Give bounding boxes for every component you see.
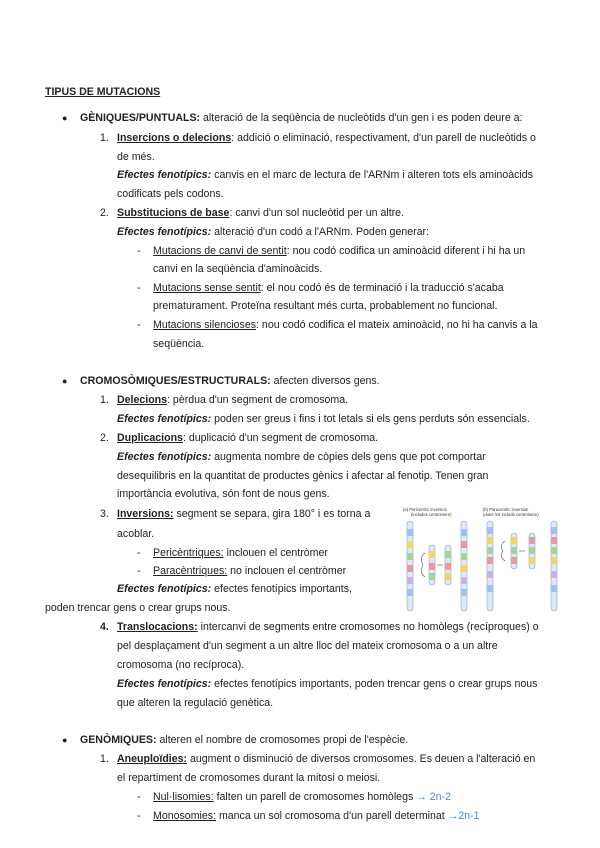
- arrow-icon: →: [447, 810, 459, 822]
- item-number: 2.: [100, 207, 109, 219]
- subitem-term: Monosomies:: [153, 810, 216, 822]
- subitem-text: falten un parell de cromosomes homòlegs: [213, 791, 417, 803]
- item-translocacions: [117, 620, 539, 634]
- item-term: Aneuploïdies:: [117, 753, 188, 765]
- item-delecions: [117, 393, 348, 407]
- item-text: : canvi d'un sol nucleòtid per un altre.: [229, 207, 405, 219]
- effects-label: Efectes fenotípics:: [117, 583, 212, 595]
- section-heading: GENÒMIQUES:: [80, 734, 157, 746]
- chromosome-left-original: [407, 521, 413, 611]
- subitem-paracentriques: [153, 564, 346, 578]
- subitem-silencioses: [153, 318, 538, 332]
- item-aneuploidies: [117, 752, 535, 766]
- effects-text: alteració d'un codó a l'ARNm. Poden generar:: [211, 226, 430, 238]
- figure-left-subtitle: (includes centromere): [411, 512, 452, 517]
- item-text: augment o disminució de diversos cromosomes. Es deuen a l'alteració en: [187, 753, 536, 765]
- dash-icon: -: [137, 791, 141, 803]
- section-intro: alteració de la seqüència de nucleòtids d'un gen i es poden deure a:: [200, 112, 523, 124]
- item-number: 1.: [100, 132, 109, 144]
- subitem-text-cont: prematurament. Proteïna resultant més curta, probablement no funcional.: [153, 300, 498, 312]
- subitem-term: Mutacions sense sentit: [153, 282, 261, 294]
- item-text-cont: de més.: [117, 151, 155, 163]
- dash-icon: -: [137, 565, 141, 577]
- effects-text: canvis en el marc de lectura de l'ARNm i alteren tots els aminoàcids: [211, 169, 533, 181]
- item-number: 1.: [100, 753, 109, 765]
- effects-text-cont: codificats pels codons.: [117, 188, 224, 200]
- chromosome-left-inverted: [421, 545, 451, 585]
- bullet-icon: ●: [62, 376, 68, 386]
- chromosome-left-result: [461, 521, 467, 611]
- section-heading: CROMOSÒMIQUES/ESTRUCTURALS:: [80, 375, 271, 387]
- subitem-sense-sentit: [153, 281, 504, 295]
- subitem-text: manca un sol cromosoma d'un parell determinat: [216, 810, 448, 822]
- item-text: : duplicació d'un segment de cromosoma.: [182, 432, 379, 444]
- figure-right-title: (b) Paracentric inversion: [483, 507, 529, 512]
- section-intro: afecten diversos gens.: [270, 375, 380, 387]
- inversion-diagram: [401, 505, 565, 613]
- item-text: : pèrdua d'un segment de cromosoma.: [167, 394, 349, 406]
- effects-line: [117, 677, 537, 691]
- subitem-monosomies: [153, 809, 479, 823]
- effects-label: Efectes fenotípics:: [117, 413, 212, 425]
- item-term: Substitucions de base: [117, 207, 230, 219]
- item-text-cont: acoblar.: [117, 528, 155, 540]
- subitem-text: no inclouen el centròmer: [227, 565, 347, 577]
- effects-line: [117, 168, 533, 182]
- subitem-term: Mutacions silencioses: [153, 319, 257, 331]
- item-text-cont: cromosoma (no recíproca).: [117, 659, 245, 671]
- effects-line: [117, 450, 486, 464]
- effects-text-cont: desequilibris en la quantitat de productes gènics i afectar al fenotip. Tenen gran: [117, 470, 489, 482]
- subitem-term: Paracèntriques:: [153, 565, 228, 577]
- dash-icon: -: [137, 547, 141, 559]
- dash-icon: -: [137, 319, 141, 331]
- item-number: [100, 620, 109, 634]
- subitem-text-cont: canvi en la seqüència d'aminoàcids.: [153, 263, 323, 275]
- item-number: 1.: [100, 394, 109, 406]
- effects-line: [117, 582, 352, 596]
- item-duplicacions: [117, 431, 378, 445]
- subitem-term: Mutacions de canvi de sentit: [153, 245, 287, 257]
- item-term: Duplicacions: [117, 432, 183, 444]
- section-geniques: [80, 111, 523, 125]
- item-number-text: 4.: [100, 621, 109, 633]
- item-insercions: [117, 131, 536, 145]
- item-term: Inversions:: [117, 508, 174, 520]
- item-term: Translocacions:: [117, 621, 198, 633]
- chromosome-right-result: [551, 521, 557, 611]
- subitem-text: : el nou codó és de terminació i la traducció s'acaba: [260, 282, 504, 294]
- section-genomiques: [80, 733, 408, 747]
- chromosome-right-original: [487, 521, 493, 611]
- subitem-pericentriques: [153, 546, 328, 560]
- dash-icon: -: [137, 810, 141, 822]
- effects-line: [117, 412, 530, 426]
- item-text: intercanvi de segments entre cromosomes no homòlegs (recíproques) o: [197, 621, 539, 633]
- effects-label: Efectes fenotípics:: [117, 678, 212, 690]
- figure-right-subtitle: (does not include centromere): [483, 512, 539, 517]
- effects-text: efectes fenotípics importants, poden trencar gens o crear grups nous: [211, 678, 538, 690]
- section-intro: alteren el nombre de cromosomes propi de l'espècie.: [156, 734, 409, 746]
- effects-text: efectes fenotípics importants,: [211, 583, 352, 595]
- item-text: segment se separa, gira 180° i es torna a: [173, 508, 371, 520]
- effects-text-cont: importància evolutiva, són font de nous gens.: [117, 488, 330, 500]
- section-heading: GÈNIQUES/PUNTUALS:: [80, 112, 201, 124]
- figure-left-title: (a) Pericentric inversion: [403, 507, 447, 512]
- subitem-text: : nou codó codifica un aminoàcid diferent i hi ha un: [286, 245, 526, 257]
- formula: 2n-1: [458, 810, 480, 822]
- item-number: 2.: [100, 432, 109, 444]
- item-number: 3.: [100, 508, 109, 520]
- item-term: Insercions o delecions: [117, 132, 232, 144]
- effects-label: Efectes fenotípics:: [117, 451, 212, 463]
- effects-text: augmenta nombre de còpies dels gens que pot comportar: [211, 451, 486, 463]
- dash-icon: -: [137, 282, 141, 294]
- chromosome-right-inverted: [501, 533, 535, 569]
- section-cromosomiques: [80, 374, 380, 388]
- page-title: TIPUS DE MUTACIONS: [45, 86, 161, 98]
- item-substitucions: [117, 206, 404, 220]
- formula: 2n-2: [426, 791, 451, 803]
- subitem-text-cont: seqüència.: [153, 338, 205, 350]
- effects-text-cont: que alteren la regulació genètica.: [117, 697, 274, 709]
- arrow-icon: →: [416, 791, 427, 803]
- subitem-nullisomies: [153, 790, 451, 804]
- item-text: : addició o eliminació, respectivament, d'un parell de nucleòtids o: [231, 132, 536, 144]
- item-text-cont: pel desplaçament d'un segment a un altre lloc del mateix cromosoma o a un altre: [117, 640, 498, 652]
- effects-text-cont: poden trencar gens o crear grups nous.: [45, 602, 231, 614]
- subitem-canvi-sentit: [153, 244, 525, 258]
- effects-label: Efectes fenotípics:: [117, 169, 212, 181]
- bullet-icon: ●: [62, 735, 68, 745]
- subitem-term: Pericèntriques:: [153, 547, 224, 559]
- effects-line: [117, 225, 429, 239]
- dash-icon: -: [137, 245, 141, 257]
- item-term: Delecions: [117, 394, 168, 406]
- subitem-text: inclouen el centròmer: [223, 547, 328, 559]
- item-text-cont: el repartiment de cromosomes durant la mitosi o meiosi.: [117, 772, 381, 784]
- item-inversions: [117, 507, 370, 521]
- effects-label: Efectes fenotípics:: [117, 226, 212, 238]
- effects-text: poden ser greus i fins i tot letals si els gens perduts són essencials.: [211, 413, 530, 425]
- bullet-icon: ●: [62, 113, 68, 123]
- subitem-text: : nou codó codifica el mateix aminoàcid, no hi ha canvis a la: [256, 319, 538, 331]
- subitem-term: Nul·lisomies:: [153, 791, 214, 803]
